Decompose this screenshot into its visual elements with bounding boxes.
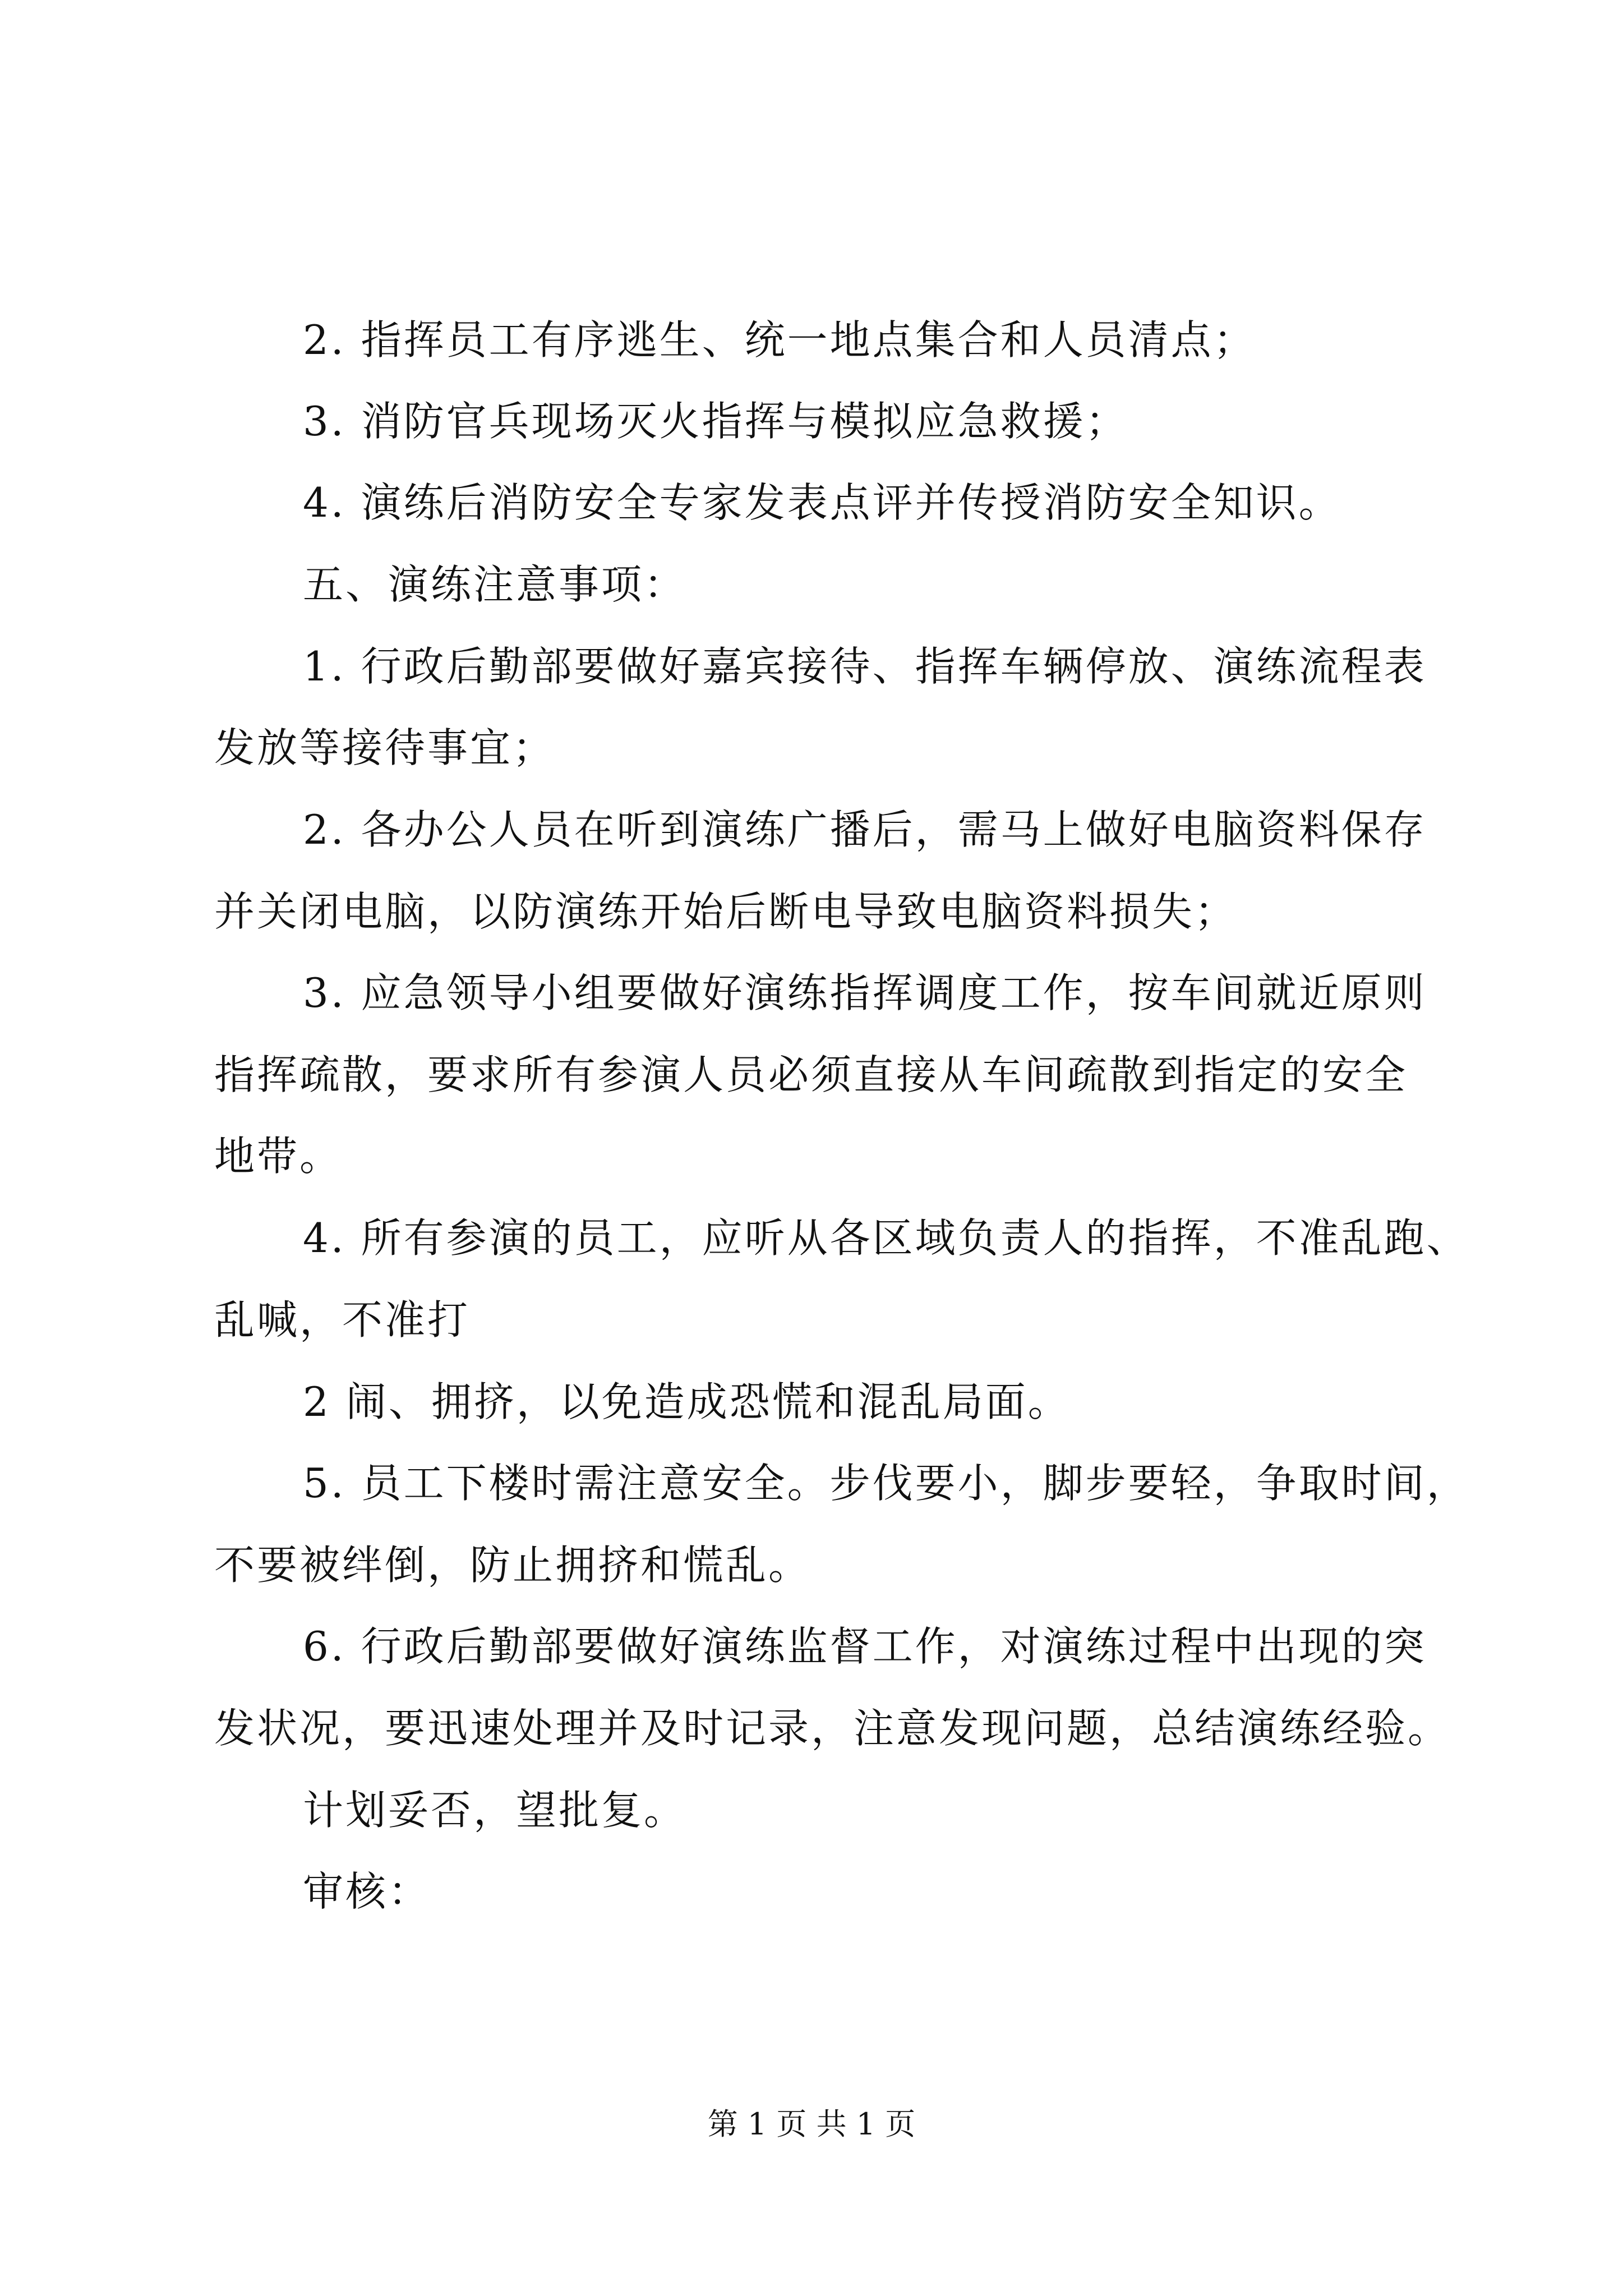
- note-3-line-3: 地带。: [214, 1133, 343, 1180]
- note-6-line-2: 发状况，要迅速处理并及时记录，注意发现问题，总结演练经验。: [214, 1705, 1451, 1752]
- list-item-3-rescue: 3. 消防官兵现场灭火指挥与模拟应急救援；: [303, 398, 1128, 445]
- note-4-line-3: 2 闹、拥挤，以免造成恐慌和混乱局面。: [303, 1378, 1071, 1425]
- note-4-line-1: 4. 所有参演的员工，应听从各区域负责人的指挥，不准乱跑、: [303, 1214, 1469, 1262]
- review-label: 审核：: [303, 1868, 431, 1915]
- note-5-line-1: 5. 员工下楼时需注意安全。步伐要小，脚步要轻，争取时间，: [303, 1460, 1469, 1507]
- note-4-line-2: 乱喊，不准打: [214, 1296, 471, 1343]
- page-number-footer: 第 1 页 共 1 页: [707, 2106, 916, 2142]
- note-3-line-2: 指挥疏散，要求所有参演人员必须直接从车间疏散到指定的安全: [214, 1051, 1408, 1098]
- note-1-line-2: 发放等接待事宜；: [214, 724, 556, 771]
- section-heading-notes: 五、演练注意事项：: [303, 561, 687, 608]
- note-2-line-1: 2. 各办公人员在听到演练广播后，需马上做好电脑资料保存: [303, 806, 1427, 853]
- list-item-4-review: 4. 演练后消防安全专家发表点评并传授消防安全知识。: [303, 479, 1341, 526]
- note-1-line-1: 1. 行政后勤部要做好嘉宾接待、指挥车辆停放、演练流程表: [303, 643, 1427, 690]
- note-3-line-1: 3. 应急领导小组要做好演练指挥调度工作，按车间就近原则: [303, 969, 1427, 1016]
- note-6-line-1: 6. 行政后勤部要做好演练监督工作，对演练过程中出现的突: [303, 1623, 1427, 1670]
- closing-request: 计划妥否，望批复。: [303, 1787, 687, 1834]
- note-5-line-2: 不要被绊倒，防止拥挤和慌乱。: [214, 1542, 811, 1589]
- list-item-2-escape: 2. 指挥员工有序逃生、统一地点集合和人员清点；: [303, 316, 1256, 364]
- note-2-line-2: 并关闭电脑，以防演练开始后断电导致电脑资料损失；: [214, 888, 1238, 935]
